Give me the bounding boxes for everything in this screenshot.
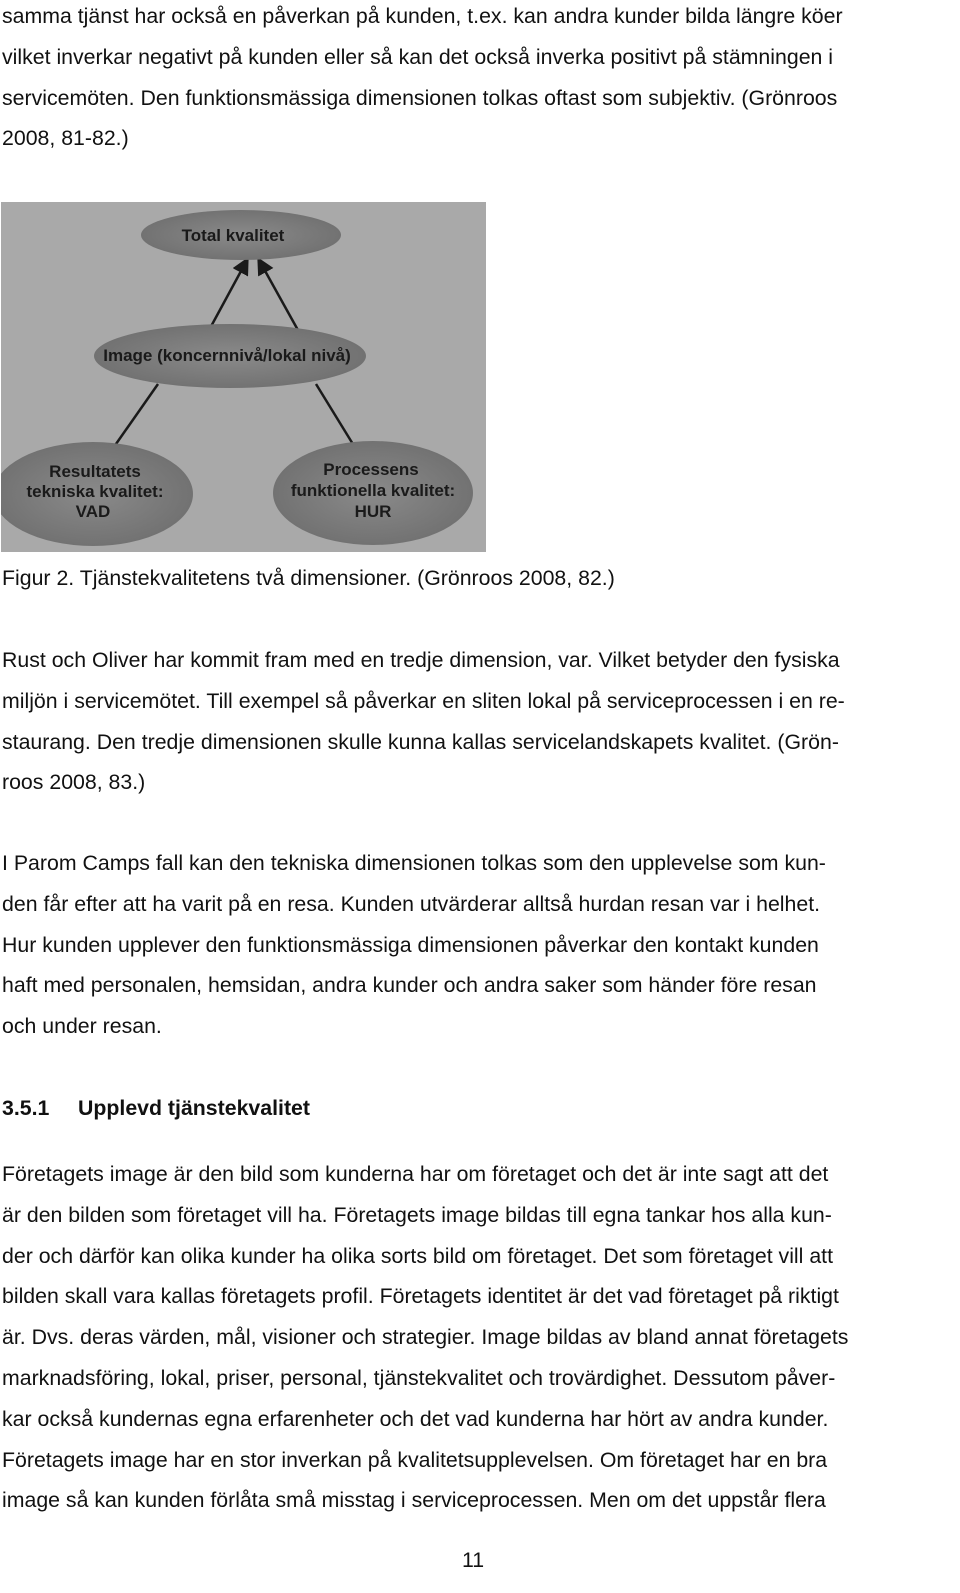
text-line: I Parom Camps fall kan den tekniska dimensionen tolkas som den upplevelse som kun- [2,851,826,875]
text-line: och under resan. [2,1014,162,1039]
technical-quality-label-line: VAD [75,502,111,521]
figure-diagram [1,202,486,552]
text-line: roos 2008, 83.) [2,770,146,795]
figure-caption [2,558,950,599]
text-line: kar också kundernas egna erfarenheter och det vad kunderna har hört av andra kunder. [2,1406,829,1431]
text-line: staurang. Den tredje dimensionen skulle kunna kallas servicelandskapets kvalitet. (Grön- [2,729,839,754]
rust-oliver-paragraph [2,640,950,803]
section-heading [2,1088,310,1128]
technical-quality-label-line: tekniska kvalitet: [26,482,164,501]
text-line: Företagets image är den bild som kunderna har om företaget och det är inte sagt att det [2,1162,829,1186]
image-label: Image (koncernnivå/lokal nivå) [103,346,351,365]
text-line: är den bilden som företaget vill ha. Företagets image bildas till egna tankar hos alla kun- [2,1202,832,1227]
technical-quality-label-line: Resultatets [49,462,141,481]
text-line: image så kan kunden förlåta små misstag i serviceprocessen. Men om det uppstår flera [2,1488,826,1513]
text-line: Företagets image har en stor inverkan på kvalitetsupplevelsen. Om företaget har en bra [2,1447,828,1472]
text-line: haft med personalen, hemsidan, andra kunder och andra saker som händer före resan [2,973,817,998]
text-line: den får efter att ha varit på en resa. Kunden utvärderar alltså hurdan resan var i helhet. [2,891,821,916]
text-line: vilket inverkar negativt på kunden eller så kan det också inverka positivt på stämningen i [2,44,834,69]
text-line: 2008, 81-82.) [2,126,129,151]
page-number: 11 [461,1548,485,1572]
text-line: bilden skall vara kallas företagets profil. Företagets identitet är det vad företaget på riktigt [2,1284,839,1309]
intro-paragraph [2,0,950,159]
text-line: marknadsföring, lokal, priser, personal, tjänstekvalitet och trovärdighet. Dessutom påver- [2,1365,836,1390]
text-line: miljön i servicemötet. Till exempel så påverkar en sliten lokal på serviceprocessen i en re- [2,688,845,713]
text-line: samma tjänst har också en påverkan på kunden, t.ex. kan andra kunder bilda längre köer [2,4,843,28]
parom-camps-paragraph [2,843,950,1047]
text-line: der och därför kan olika kunder ha olika sorts bild om företaget. Det som företaget vill att [2,1243,833,1268]
functional-quality-label-line: HUR [354,502,392,521]
text-line: Hur kunden upplever den funktionsmässiga dimensionen påverkar den kontakt kunden [2,932,819,957]
total-quality-label: Total kvalitet [181,226,285,245]
functional-quality-label-line: funktionella kvalitet: [290,481,456,500]
quality-dimensions-figure [1,202,486,552]
caption-text: Figur 2. Tjänstekvalitetens två dimensioner. (Grönroos 2008, 82.) [2,566,615,590]
section-title: Upplevd tjänstekvalitet [78,1096,310,1120]
image-paragraph [2,1154,950,1521]
text-line: Rust och Oliver har kommit fram med en tredje dimension, var. Vilket betyder den fysiska [2,648,840,672]
text-line: servicemöten. Den funktionsmässiga dimensionen tolkas oftast som subjektiv. (Grönroos [2,85,838,110]
text-line: är. Dvs. deras värden, mål, visioner och strategier. Image bildas av bland annat företagets [2,1325,849,1350]
section-number: 3.5.1 [2,1096,50,1120]
functional-quality-label-line: Processens [323,460,419,479]
